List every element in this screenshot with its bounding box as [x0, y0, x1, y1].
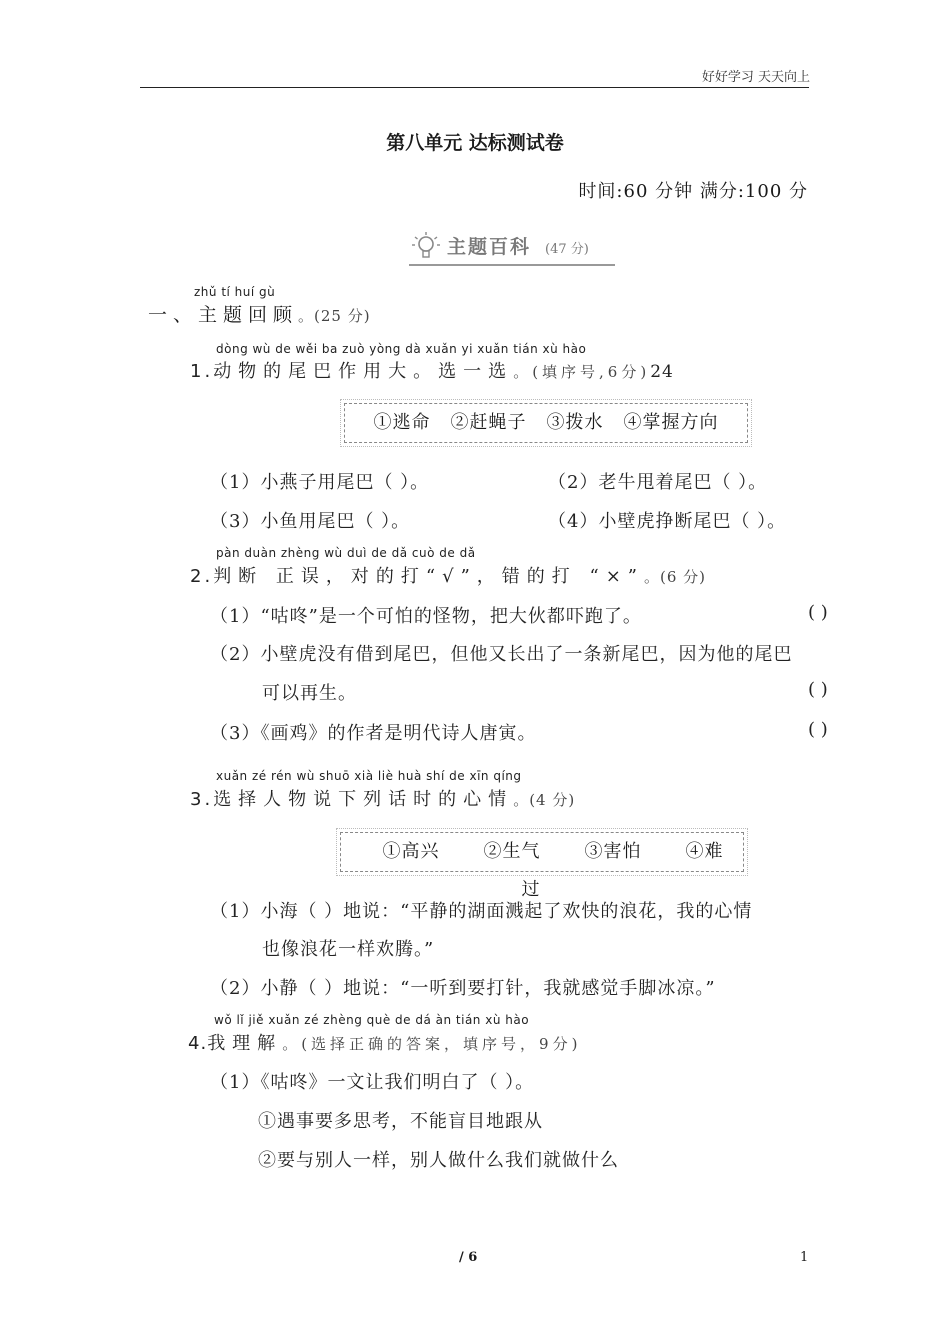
q3-option: ①高兴 — [382, 841, 440, 862]
q3-item-1: （1）小海（ ）地说：“平静的湖面溅起了欢快的浪花，我的心情 — [210, 901, 753, 922]
q1-text: 动物的尾巴作用大。选一选 — [213, 361, 514, 382]
q1-item-2: （2）老牛甩着尾巴（ ）。 — [548, 472, 768, 493]
section1-pinyin: zhǔ tí huí gù — [194, 285, 276, 299]
q4-number: 4. — [188, 1033, 208, 1054]
page-title: 第八单元 达标测试卷 — [386, 132, 564, 154]
q1-extra: 24 — [650, 362, 674, 382]
q3-options-box — [340, 832, 744, 900]
q2-heading — [190, 562, 706, 588]
q1-options-box — [344, 403, 748, 443]
q1-item-4: （4）小壁虎挣断尾巴（ ）。 — [548, 511, 787, 532]
q2-item-2: （2）小壁虎没有借到尾巴，但他又长出了一条新尾巴，因为他的尾巴 — [210, 644, 793, 665]
q3-heading — [190, 785, 575, 811]
section-banner — [409, 230, 615, 266]
q3-item-2: （2）小静（ ）地说：“一听到要打针，我就感觉手脚冰凉。” — [210, 978, 716, 999]
header-divider — [140, 87, 809, 88]
q4-choice-1: ①遇事要多思考，不能盲目地跟从 — [258, 1111, 543, 1132]
q1-option: ④掌握方向 — [623, 412, 719, 433]
section1-label: 一、 — [148, 304, 199, 326]
q2-score: 。(6 分) — [644, 568, 707, 586]
banner-score: (47 分) — [545, 242, 589, 257]
q3-pinyin: xuǎn zé rén wù shuō xià liè huà shí de xīn qíng — [216, 769, 522, 783]
q1-option: ②赶蝇子 — [450, 412, 527, 433]
q2-answer-blank[interactable]: ( ) — [808, 602, 828, 623]
q4-pinyin: wǒ lǐ jiě xuǎn zé zhèng què de dá àn tián xù hào — [214, 1013, 530, 1027]
q4-heading — [188, 1029, 581, 1055]
q1-option: ①逃命 — [373, 412, 431, 433]
q4-item-1: （1）《咕咚》一文让我们明白了（ ）。 — [210, 1072, 535, 1093]
q3-item-1-continued: 也像浪花一样欢腾。” — [262, 939, 435, 960]
q1-pinyin: dòng wù de wěi ba zuò yòng dà xuǎn yi xuǎn tián xù hào — [216, 342, 587, 356]
q1-number: 1. — [190, 361, 214, 382]
lightbulb-icon — [411, 231, 441, 263]
q1-option: ③拨水 — [546, 412, 604, 433]
q2-answer-blank[interactable]: ( ) — [808, 719, 828, 740]
q2-pinyin: pàn duàn zhèng wù duì de dǎ cuò de dǎ — [216, 546, 476, 560]
q1-heading — [190, 357, 674, 383]
q2-answer-blank[interactable]: ( ) — [808, 679, 828, 700]
q1-item-3: （3）小鱼用尾巴（ ）。 — [210, 511, 411, 532]
q2-item-1: （1）“咕咚”是一个可怕的怪物，把大伙都吓跑了。 — [210, 606, 642, 627]
q4-text: 我理解 — [207, 1033, 283, 1054]
q2-item-2-continued: 可以再生。 — [262, 683, 357, 704]
q3-option: ④难过 — [521, 841, 724, 900]
q3-text: 选择人物说下列话时的心情 — [213, 789, 514, 810]
page-total: / 6 — [459, 1250, 478, 1265]
banner-title: 主题百科 — [447, 236, 532, 258]
q4-instruction: 。(选择正确的答案，填序号，9分) — [282, 1035, 582, 1053]
header-motto: 好好学习 天天向上 — [701, 70, 810, 85]
q3-option: ③害怕 — [584, 841, 642, 862]
section1-title: 主题回顾 — [198, 304, 299, 326]
time-info: 时间:60 分钟 满分:100 分 — [578, 181, 808, 202]
q1-instruction: 。(填序号,6分) — [513, 363, 651, 381]
q3-score: 。(4 分) — [513, 791, 576, 809]
section1-score: 。(25 分) — [298, 307, 371, 325]
q3-option: ②生气 — [483, 841, 541, 862]
q2-number: 2. — [190, 566, 214, 587]
q2-item-3: （3）《画鸡》的作者是明代诗人唐寅。 — [210, 723, 537, 744]
q3-number: 3. — [190, 789, 214, 810]
q2-text: 判断 正误，对的打“√”，错的打 “×” — [213, 566, 644, 587]
section1-heading — [148, 300, 371, 327]
q4-choice-2: ②要与别人一样，别人做什么我们就做什么 — [258, 1150, 619, 1171]
page-number: 1 — [800, 1250, 809, 1265]
q1-item-1: （1）小燕子用尾巴（ ）。 — [210, 472, 430, 493]
